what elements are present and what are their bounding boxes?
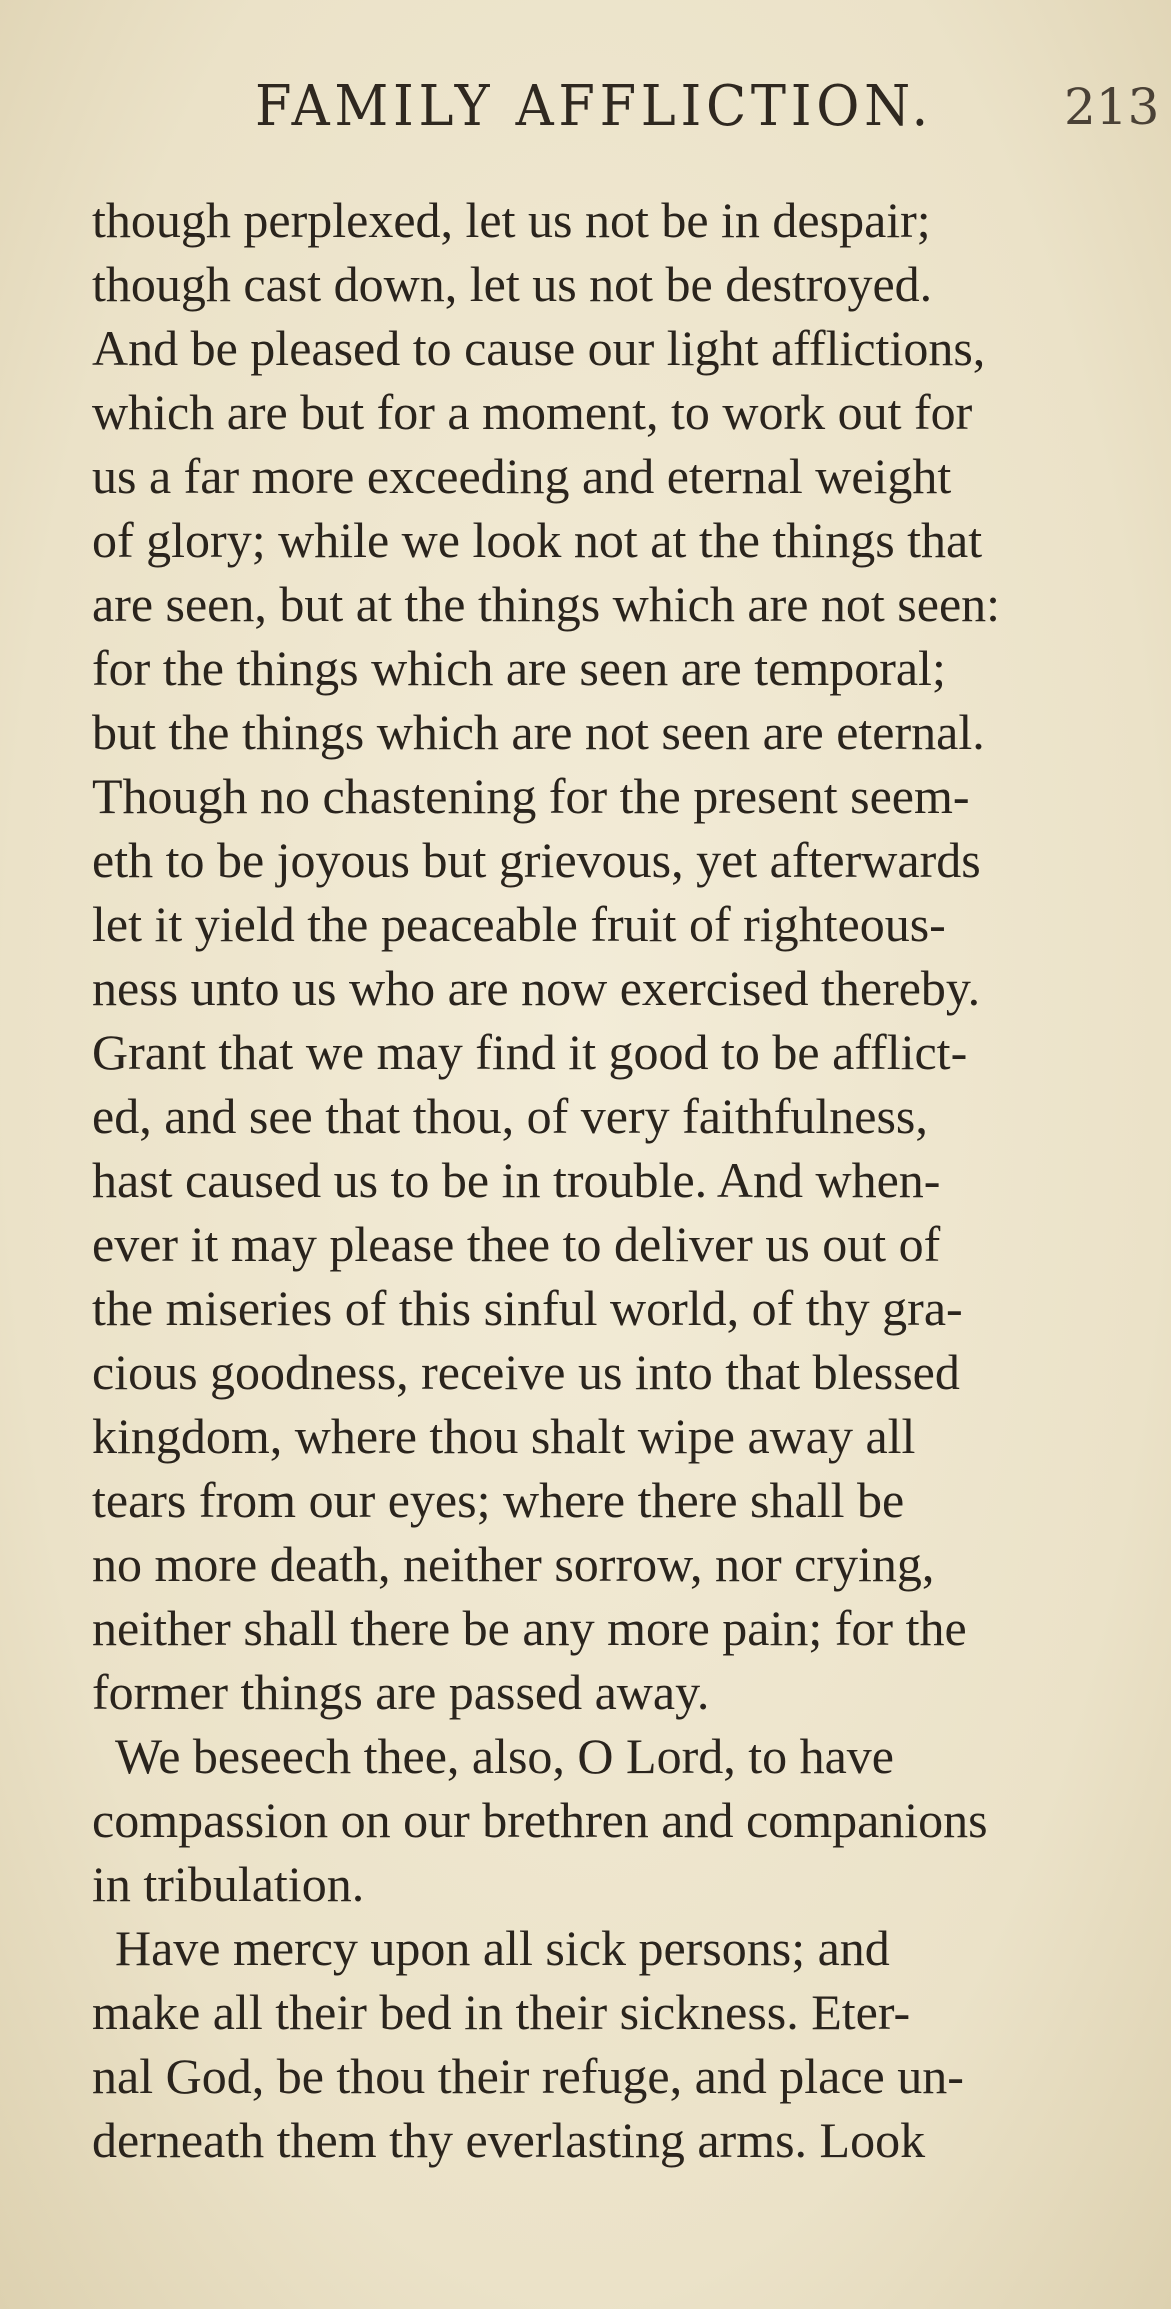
text-line: eth to be joyous but grievous, yet afterwards: [92, 832, 981, 888]
text-line: ever it may please thee to deliver us out of: [92, 1216, 941, 1272]
text-line: compassion on our brethren and companions: [92, 1792, 988, 1848]
text-line: for the things which are seen are temporal;: [92, 640, 946, 696]
text-line: ness unto us who are now exercised thereby.: [92, 960, 981, 1016]
text-line: kingdom, where thou shalt wipe away all: [92, 1408, 916, 1464]
text-line: We beseech thee, also, O Lord, to have: [115, 1728, 895, 1784]
text-line: though perplexed, let us not be in despair;: [92, 192, 931, 248]
page-number: 213: [1064, 78, 1160, 136]
text-line: tears from our eyes; where there shall be: [92, 1472, 905, 1528]
text-line: in tribulation.: [92, 1856, 365, 1912]
text-line: no more death, neither sorrow, nor crying,: [92, 1536, 935, 1592]
text-line: though cast down, let us not be destroyed.: [92, 256, 933, 312]
text-line: ed, and see that thou, of very faithfulness,: [92, 1088, 928, 1144]
text-line: And be pleased to cause our light afflictions,: [92, 320, 986, 376]
text-line: derneath them thy everlasting arms. Look: [92, 2112, 926, 2168]
text-line: cious goodness, receive us into that blessed: [92, 1344, 960, 1400]
text-line: former things are passed away.: [92, 1664, 710, 1720]
text-line: the miseries of this sinful world, of thy gra-: [92, 1280, 963, 1336]
text-line: hast caused us to be in trouble. And when-: [92, 1152, 941, 1208]
text-line: of glory; while we look not at the things that: [92, 512, 983, 568]
text-line: Have mercy upon all sick persons; and: [115, 1920, 890, 1976]
text-line: which are but for a moment, to work out for: [92, 384, 973, 440]
text-line: neither shall there be any more pain; for the: [92, 1600, 967, 1656]
running-head: FAMILY AFFLICTION.: [255, 74, 933, 139]
text-line: us a far more exceeding and eternal weight: [92, 448, 952, 504]
text-line: but the things which are not seen are eternal.: [92, 704, 985, 760]
text-line: Though no chastening for the present seem-: [92, 768, 970, 824]
text-line: make all their bed in their sickness. Eter-: [92, 1984, 911, 2040]
text-line: nal God, be thou their refuge, and place un-: [92, 2048, 964, 2104]
text-line: let it yield the peaceable fruit of righteous-: [92, 896, 946, 952]
text-line: Grant that we may find it good to be afflict-: [92, 1024, 968, 1080]
text-line: are seen, but at the things which are not seen:: [92, 576, 1001, 632]
